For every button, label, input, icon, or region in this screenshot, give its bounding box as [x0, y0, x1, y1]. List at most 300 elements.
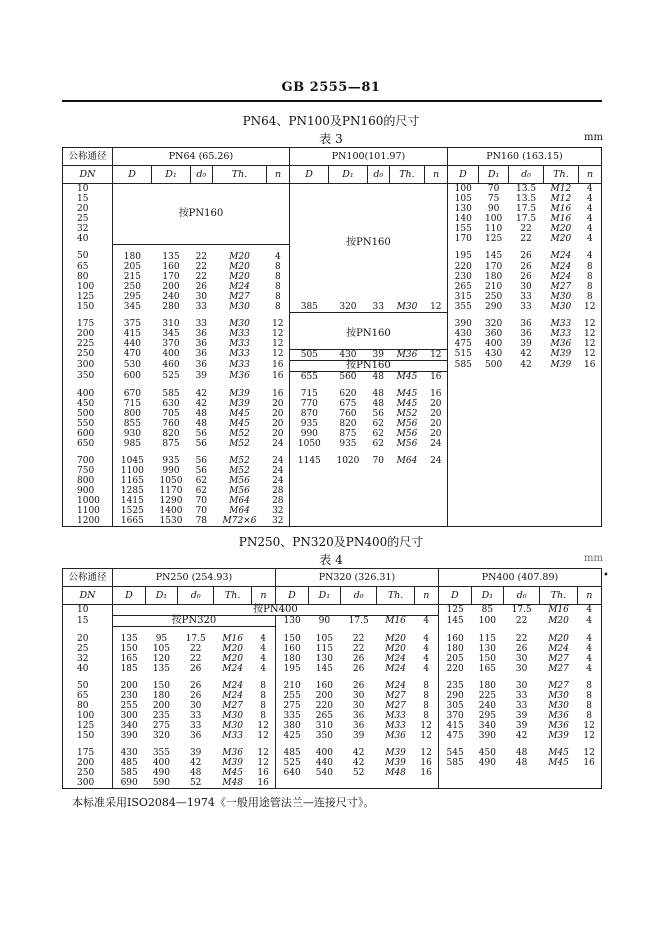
value-cell: 220: [454, 261, 472, 272]
value-cell: 400: [152, 758, 170, 768]
value-cell: 310: [162, 319, 180, 329]
empty-cell: [471, 778, 503, 789]
value-cell: M39: [550, 360, 572, 370]
value-cell: M64: [229, 505, 250, 516]
value-cell: 160: [446, 633, 464, 644]
empty-cell: [447, 486, 478, 496]
value-cell: 16: [425, 371, 448, 382]
dn-cell: 15: [63, 194, 113, 204]
value-cell: M45: [548, 748, 569, 758]
value-cell: 485: [120, 758, 138, 768]
value-cell: 630: [162, 398, 180, 409]
value-cell: 56: [195, 465, 208, 476]
value-cell: M33: [229, 360, 250, 370]
value-cell: 24: [425, 449, 448, 466]
dn-cell: 250: [63, 349, 113, 360]
value-cell: 90: [318, 616, 331, 626]
empty-cell: [478, 496, 508, 506]
value-cell: 620: [339, 388, 357, 399]
value-cell: 855: [123, 418, 141, 429]
value-cell: 26: [352, 664, 365, 674]
empty-cell: [389, 486, 424, 496]
value-cell: 33: [520, 301, 532, 312]
empty-cell: [471, 768, 503, 778]
value-cell: 33: [515, 691, 528, 701]
value-cell: 16: [267, 382, 290, 399]
value-cell: 85: [481, 605, 494, 615]
value-cell: 4: [577, 627, 601, 645]
value-cell: 1050: [297, 438, 321, 449]
dn-cell: 300: [63, 778, 113, 789]
value-cell: 52: [352, 768, 365, 778]
value-cell: 8: [251, 711, 275, 721]
value-cell: 485: [283, 748, 301, 758]
value-cell: 150: [120, 644, 138, 654]
value-cell: 180: [478, 681, 496, 691]
value-cell: 16: [267, 360, 290, 371]
value-cell: 12: [577, 741, 601, 758]
value-cell: M24: [385, 681, 406, 691]
value-cell: M39: [229, 398, 250, 409]
header-col-4: n: [414, 587, 438, 605]
value-cell: 42: [520, 349, 532, 359]
value-cell: 12: [579, 329, 602, 339]
empty-cell: [447, 506, 478, 516]
value-cell: 22: [515, 633, 528, 644]
value-cell: 36: [520, 319, 532, 329]
value-cell: M30: [550, 291, 572, 302]
note-cell: 按PN400: [113, 605, 439, 616]
value-cell: 150: [478, 654, 496, 664]
value-cell: M45: [396, 398, 418, 409]
value-cell: 39: [520, 339, 532, 349]
dn-cell: 32: [63, 224, 113, 234]
value-cell: 675: [339, 398, 357, 409]
value-cell: 200: [120, 681, 138, 691]
empty-cell: [425, 506, 448, 516]
value-cell: 90: [487, 204, 500, 214]
value-cell: 130: [315, 654, 333, 664]
value-cell: 160: [283, 644, 301, 654]
value-cell: 255: [120, 701, 138, 711]
value-cell: M56: [229, 485, 250, 496]
value-cell: M33: [385, 721, 406, 731]
value-cell: 390: [454, 319, 472, 329]
value-cell: 48: [189, 768, 202, 778]
value-cell: M20: [229, 251, 250, 262]
dn-cell: 125: [63, 292, 113, 302]
value-cell: 655: [300, 371, 318, 382]
value-cell: 875: [339, 428, 357, 439]
value-cell: 42: [515, 731, 528, 741]
table-row: [63, 627, 602, 645]
value-cell: 12: [251, 758, 275, 768]
value-cell: 30: [352, 701, 365, 711]
value-cell: 205: [446, 654, 464, 664]
value-cell: 355: [454, 301, 472, 312]
value-cell: 36: [195, 349, 208, 359]
value-cell: M39: [385, 748, 406, 758]
value-cell: 36: [352, 711, 365, 721]
empty-cell: [543, 399, 578, 409]
value-cell: 500: [485, 360, 503, 370]
value-cell: 56: [195, 428, 208, 439]
empty-cell: [509, 506, 543, 516]
header-col-3: Th.: [540, 587, 577, 605]
value-cell: 48: [195, 418, 208, 429]
value-cell: 48: [372, 398, 384, 409]
value-cell: 1285: [120, 485, 144, 496]
value-cell: 36: [189, 731, 202, 741]
value-cell: 48: [195, 408, 208, 419]
value-cell: M56: [229, 475, 250, 486]
header-col-3: Th.: [389, 166, 424, 184]
header-pn160: PN160 (163.15): [447, 148, 601, 166]
value-cell: 4: [414, 664, 438, 674]
value-cell: 4: [414, 616, 438, 627]
value-cell: 1400: [159, 505, 183, 516]
table4: [62, 568, 602, 789]
value-cell: M24: [222, 691, 243, 701]
value-cell: 275: [152, 721, 170, 731]
value-cell: 39: [352, 731, 365, 741]
header-col-4: n: [579, 166, 602, 184]
value-cell: 200: [152, 701, 170, 711]
value-cell: 870: [300, 408, 318, 419]
value-cell: 62: [372, 438, 384, 449]
value-cell: 16: [251, 778, 275, 789]
value-cell: 305: [446, 701, 464, 711]
value-cell: 585: [162, 388, 180, 399]
value-cell: M48: [385, 768, 406, 778]
note-cell: 按PN160: [113, 184, 290, 245]
value-cell: 820: [162, 428, 180, 439]
note-cell: 按PN160: [289, 184, 447, 302]
dn-cell: 250: [63, 768, 113, 778]
value-cell: 56: [195, 455, 208, 466]
empty-cell: [425, 496, 448, 506]
value-cell: 26: [189, 681, 202, 691]
value-cell: M45: [548, 758, 569, 768]
value-cell: 170: [162, 271, 180, 282]
table-row: [63, 701, 602, 711]
dn-cell: 25: [63, 214, 113, 224]
value-cell: 195: [283, 664, 301, 674]
value-cell: M20: [229, 271, 250, 282]
value-cell: 33: [189, 721, 202, 731]
table-row: [63, 466, 602, 476]
value-cell: 24: [267, 466, 290, 476]
value-cell: M33: [222, 731, 243, 741]
value-cell: 1415: [120, 495, 144, 506]
value-cell: 430: [485, 349, 503, 359]
value-cell: 150: [152, 681, 170, 691]
value-cell: 340: [478, 721, 496, 731]
empty-cell: [543, 439, 578, 449]
value-cell: 26: [189, 691, 202, 701]
dn-cell: 20: [63, 204, 113, 214]
value-cell: 275: [283, 701, 301, 711]
value-cell: 20: [267, 419, 290, 429]
value-cell: 990: [162, 465, 180, 476]
value-cell: M36: [550, 339, 572, 349]
value-cell: M24: [222, 664, 243, 674]
value-cell: M12: [550, 194, 572, 204]
table3-title: PN64、PN100及PN160的尺寸: [242, 114, 420, 128]
empty-cell: [509, 439, 543, 449]
value-cell: 415: [123, 329, 141, 339]
empty-cell: [543, 516, 578, 527]
value-cell: 530: [123, 360, 141, 370]
value-cell: M45: [396, 388, 418, 399]
empty-cell: [579, 429, 602, 439]
dn-cell: 1100: [63, 506, 113, 516]
value-cell: M48: [214, 778, 251, 789]
value-cell: 990: [300, 428, 318, 439]
empty-cell: [289, 466, 328, 476]
table-row: [63, 758, 602, 768]
value-cell: 48: [515, 758, 528, 768]
value-cell: 180: [446, 644, 464, 654]
value-cell: 425: [283, 731, 301, 741]
value-cell: 12: [414, 721, 438, 731]
value-cell: 135: [152, 664, 170, 674]
value-cell: M56: [396, 428, 418, 439]
value-cell: 1525: [120, 505, 144, 516]
header-col-0: D: [275, 587, 308, 605]
value-cell: 12: [425, 349, 448, 360]
value-cell: 110: [485, 224, 503, 234]
empty-cell: [367, 486, 389, 496]
dn-cell: 50: [63, 244, 113, 262]
empty-cell: [447, 371, 478, 382]
value-cell: M39: [222, 758, 243, 768]
value-cell: 715: [123, 398, 141, 409]
dn-cell: 125: [63, 721, 113, 731]
value-cell: 600: [123, 371, 141, 381]
value-cell: M52: [229, 428, 250, 439]
value-cell: 585: [120, 768, 138, 778]
value-cell: 4: [579, 214, 602, 224]
value-cell: 30: [195, 291, 208, 302]
value-cell: M45: [222, 768, 243, 778]
value-cell: 12: [267, 349, 290, 360]
value-cell: 12: [579, 312, 602, 329]
dn-cell: 800: [63, 476, 113, 486]
dn-cell: 10: [63, 605, 113, 616]
empty-cell: [543, 371, 578, 382]
value-cell: 935: [300, 418, 318, 429]
value-cell: 150: [283, 633, 301, 644]
empty-cell: [425, 486, 448, 496]
value-cell: 105: [315, 633, 333, 644]
empty-cell: [438, 778, 471, 789]
value-cell: 56: [372, 408, 384, 419]
value-cell: M16: [550, 214, 572, 224]
dn-cell: 750: [63, 466, 113, 476]
table-row: [63, 302, 602, 313]
value-cell: M24: [385, 654, 406, 664]
empty-cell: [579, 449, 602, 466]
value-cell: 180: [152, 691, 170, 701]
value-cell: 32: [267, 516, 290, 527]
value-cell: 935: [162, 455, 180, 466]
value-cell: 290: [446, 691, 464, 701]
value-cell: 13.5: [516, 184, 537, 194]
value-cell: M27: [548, 681, 569, 691]
value-cell: 165: [120, 654, 138, 664]
value-cell: M30: [222, 721, 243, 731]
empty-cell: [509, 486, 543, 496]
table-row: [63, 644, 602, 654]
value-cell: 400: [162, 349, 180, 359]
value-cell: 16: [425, 382, 448, 399]
table-row: [63, 711, 602, 721]
value-cell: 240: [478, 701, 496, 711]
value-cell: 16: [579, 360, 602, 371]
value-cell: M12: [550, 184, 572, 194]
value-cell: 440: [123, 339, 141, 349]
value-cell: 16: [414, 758, 438, 768]
empty-cell: [447, 439, 478, 449]
value-cell: 17.5: [511, 605, 532, 615]
value-cell: 145: [446, 615, 464, 626]
table-row: [63, 616, 602, 627]
value-cell: 320: [339, 301, 357, 312]
value-cell: 225: [478, 691, 496, 701]
value-cell: 120: [152, 654, 170, 664]
value-cell: M30: [548, 701, 569, 711]
value-cell: M24: [385, 664, 406, 674]
value-cell: M27: [229, 291, 250, 302]
empty-cell: [579, 506, 602, 516]
value-cell: 17.5: [516, 214, 537, 224]
value-cell: 1530: [152, 516, 191, 527]
empty-cell: [340, 778, 376, 789]
empty-cell: [579, 486, 602, 496]
value-cell: 180: [123, 251, 141, 262]
dn-cell: 20: [63, 627, 113, 645]
header-col-0: D: [438, 587, 471, 605]
value-cell: 4: [579, 234, 602, 244]
value-cell: 140: [454, 214, 472, 224]
value-cell: M20: [222, 644, 243, 654]
header-col-1: D₁: [478, 166, 508, 184]
empty-cell: [447, 399, 478, 409]
value-cell: 36: [352, 721, 365, 731]
empty-cell: [447, 409, 478, 419]
header-col-4: n: [577, 587, 601, 605]
empty-cell: [414, 778, 438, 789]
value-cell: M33: [550, 319, 572, 329]
value-cell: 715: [300, 388, 318, 399]
footnote: 本标准采用ISO2084—1974《一般用途管法兰—连接尺寸》。: [72, 796, 375, 809]
empty-cell: [289, 516, 328, 527]
value-cell: 265: [454, 281, 472, 292]
value-cell: 12: [425, 302, 448, 313]
empty-cell: [579, 409, 602, 419]
value-cell: 8: [267, 272, 290, 282]
value-cell: 4: [414, 627, 438, 645]
value-cell: 8: [414, 674, 438, 691]
value-cell: 22: [189, 644, 202, 654]
value-cell: 540: [315, 768, 333, 778]
value-cell: 42: [352, 758, 365, 768]
value-cell: 130: [454, 204, 472, 214]
value-cell: 70: [195, 495, 208, 506]
value-cell: 265: [315, 711, 333, 721]
value-cell: M36: [229, 371, 250, 381]
empty-cell: [329, 486, 368, 496]
value-cell: 875: [162, 438, 180, 449]
value-cell: 1145: [297, 455, 321, 466]
value-cell: 135: [120, 634, 138, 644]
header-pn100: PN100(101.97): [289, 148, 447, 166]
value-cell: 935: [339, 438, 357, 449]
empty-cell: [425, 516, 448, 527]
value-cell: 585: [454, 360, 472, 370]
value-cell: 390: [120, 731, 138, 741]
table-row: [63, 768, 602, 778]
table-row: [63, 654, 602, 664]
empty-cell: [509, 382, 543, 399]
value-cell: M24: [550, 261, 572, 272]
table3-label: 表 3: [319, 132, 343, 146]
value-cell: 12: [414, 731, 438, 741]
value-cell: 12: [579, 339, 602, 349]
value-cell: 42: [195, 388, 208, 399]
value-cell: M33: [229, 329, 250, 339]
value-cell: M20: [229, 261, 250, 272]
empty-cell: [478, 439, 508, 449]
value-cell: 100: [454, 184, 472, 194]
empty-cell: [478, 409, 508, 419]
empty-cell: [377, 778, 414, 789]
value-cell: 78: [190, 516, 212, 527]
value-cell: 130: [283, 616, 301, 626]
value-cell: 760: [162, 418, 180, 429]
value-cell: 4: [577, 605, 601, 616]
value-cell: 315: [454, 291, 472, 302]
value-cell: 8: [579, 262, 602, 272]
value-cell: 24: [425, 439, 448, 449]
value-cell: 475: [446, 731, 464, 741]
table3: [62, 147, 602, 527]
empty-cell: [367, 476, 389, 486]
header-col-2: d₀: [340, 587, 376, 605]
value-cell: 32: [267, 506, 290, 516]
dn-cell: 650: [63, 439, 113, 449]
empty-cell: [478, 476, 508, 486]
empty-cell: [329, 466, 368, 476]
value-cell: 355: [152, 748, 170, 758]
value-cell: 670: [123, 388, 141, 399]
value-cell: 525: [283, 758, 301, 768]
value-cell: 28: [267, 496, 290, 506]
table-row: [63, 496, 602, 506]
empty-cell: [329, 476, 368, 486]
value-cell: 290: [485, 301, 503, 312]
value-cell: 48: [372, 371, 384, 382]
empty-cell: [447, 419, 478, 429]
table-row: [63, 691, 602, 701]
value-cell: 505: [300, 349, 318, 360]
empty-cell: [447, 382, 478, 399]
value-cell: 22: [515, 615, 528, 626]
empty-cell: [289, 496, 328, 506]
value-cell: M20: [550, 234, 572, 244]
empty-cell: [509, 429, 543, 439]
